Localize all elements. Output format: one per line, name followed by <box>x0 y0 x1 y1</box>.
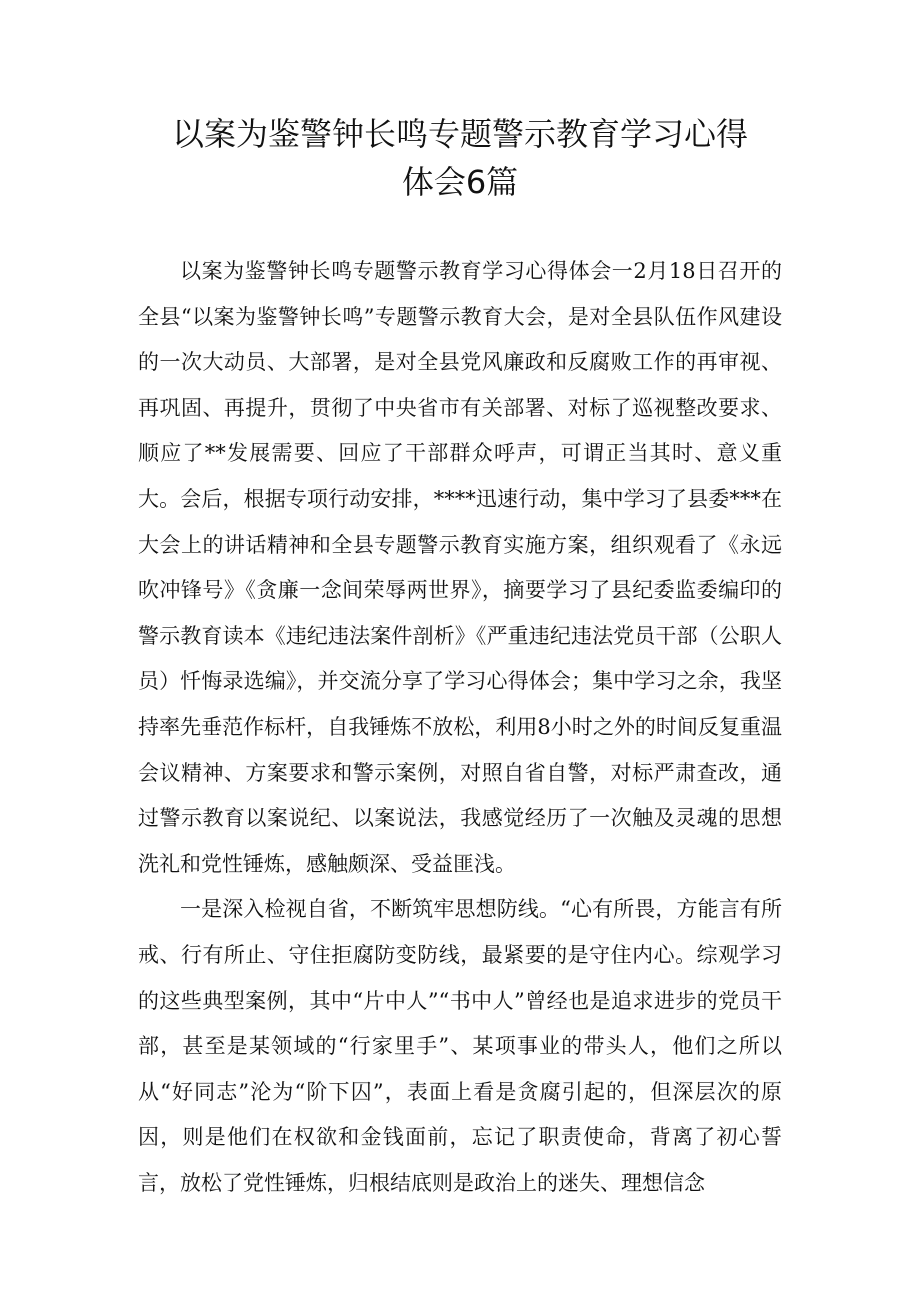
title-line-2: 体会6篇 <box>401 163 519 201</box>
paragraph-point-one: 一是深入检视自省，不断筑牢思想防线。“心有所畏，方能言有所戒、行有所止、守住拒腐防变防线，最紧要的是守住内心。综观学习的这些典型案例，其中“片中人”“书中人”曾经也是追求进步的党员干部，甚至是某领域的“行家里手”、某项事业的带头人，他们之所以从“好同志”沦为“阶下囚”，表面上看是贪腐引起的，但深层次的原因，则是他们在权欲和金钱面前，忘记了职责使命，背离了初心誓言，放松了党性锤炼，归根结底则是政治上的迷失、理想信念 <box>138 897 782 1195</box>
document-title <box>120 110 800 206</box>
document-body <box>138 249 782 1206</box>
title-line-1: 以案为鉴警钟长鸣专题警示教育学习心得 <box>171 115 748 153</box>
paragraph-intro: 以案为鉴警钟长鸣专题警示教育学习心得体会一2月18日召开的全县“以案为鉴警钟长鸣”专题警示教育大会，是对全县队伍作风建设的一次大动员、大部署，是对全县党风廉政和反腐败工作的再审视、再巩固、再提升，贯彻了中央省市有关部署、对标了巡视整改要求、顺应了**发展需要、回应了干部群众呼声，可谓正当其时、意义重大。会后，根据专项行动安排，****迅速行动，集中学习了县委***在大会上的讲话精神和全县专题警示教育实施方案，组织观看了《永远吹冲锋号》《贪廉一念间荣辱两世界》，摘要学习了县纪委监委编印的警示教育读本《违纪违法案件剖析》《严重违纪违法党员干部（公职人员）忏悔录选编》，并交流分享了学习心得体会；集中学习之余，我坚持率先垂范作标杆，自我锤炼不放松，利用8小时之外的时间反复重温会议精神、方案要求和警示案例，对照自省自警，对标严肃查改，通过警示教育以案说纪、以案说法，我感觉经历了一次触及灵魂的思想洗礼和党性锤炼，感触颇深、受益匪浅。 <box>138 259 782 876</box>
